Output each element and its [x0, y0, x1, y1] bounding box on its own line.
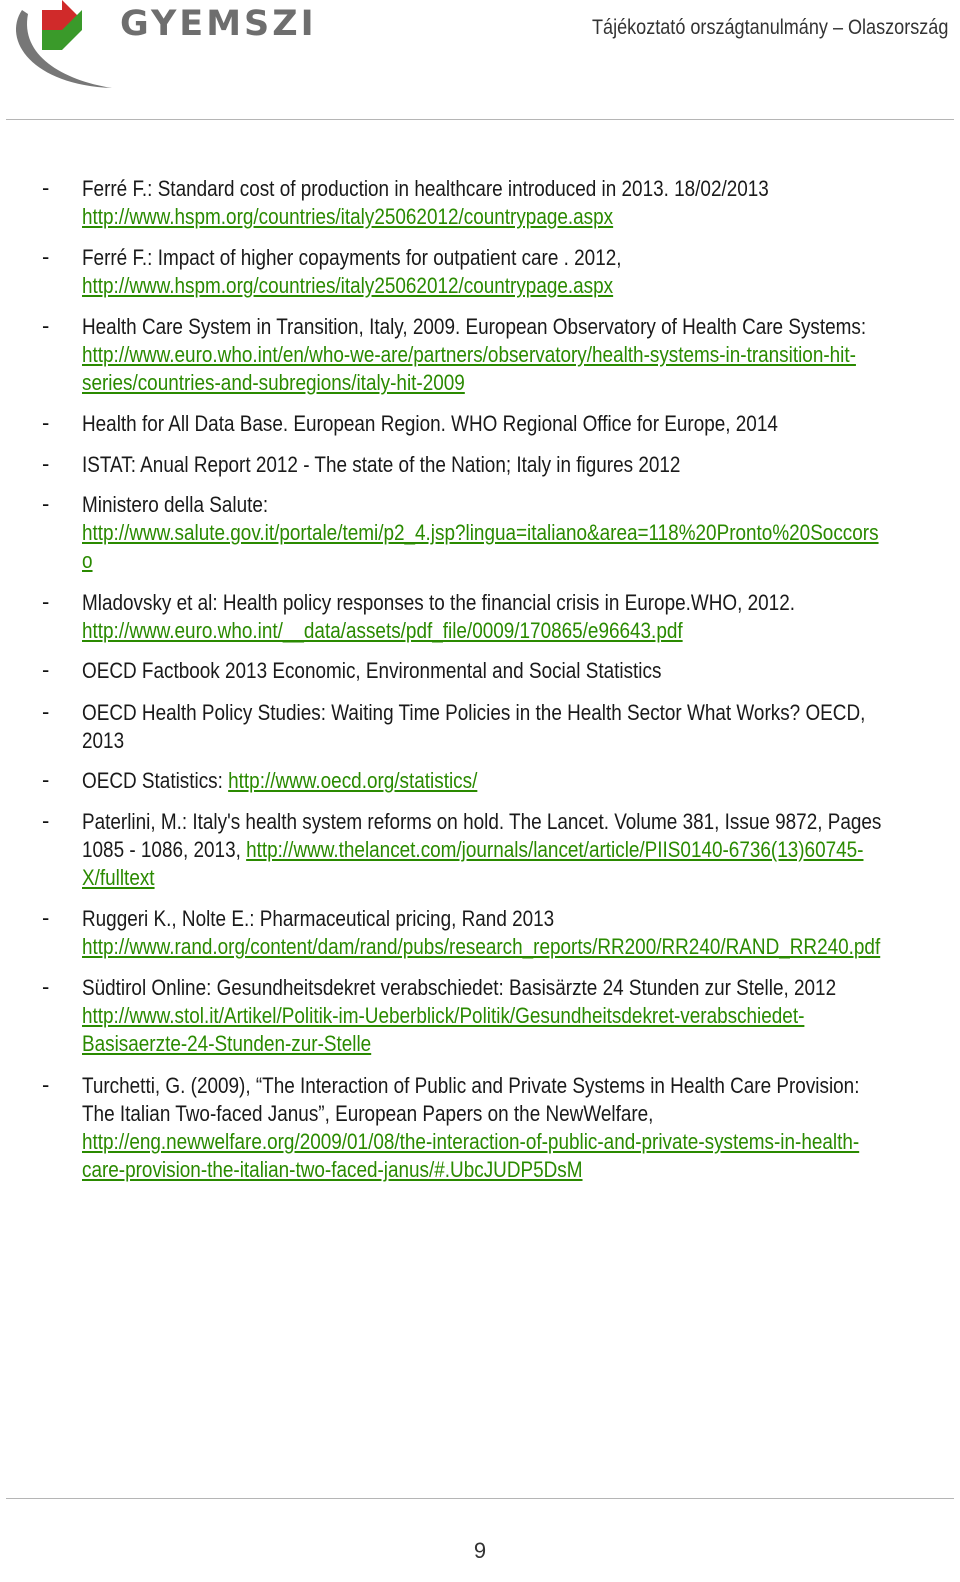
reference-line: [82, 836, 863, 864]
reference-link[interactable]: http://www.euro.who.int/__data/assets/pdf_file/0009/170865/e96643.pdf: [82, 618, 683, 643]
reference-link[interactable]: care-provision-the-italian-two-faced-janus/#.UbcJUDP5DsM: [82, 1157, 583, 1182]
reference-text: Ruggeri K., Nolte E.: Pharmaceutical pricing, Rand 2013: [82, 906, 555, 931]
reference-line: [82, 313, 866, 341]
reference-link[interactable]: http://www.oecd.org/statistics/: [228, 768, 478, 793]
reference-line: [82, 1030, 371, 1058]
reference-text: Ferré F.: Standard cost of production in healthcare introduced in 2013. 18/02/2013: [82, 176, 769, 201]
bullet-dash: -: [42, 175, 50, 200]
reference-text: Health Care System in Transition, Italy, 2009. European Observatory of Health Care Systems:: [82, 314, 867, 339]
reference-text: Paterlini, M.: Italy's health system reforms on hold. The Lancet. Volume 381, Issue 9872, Pages: [82, 809, 882, 834]
reference-line: [82, 175, 769, 203]
reference-line: [82, 244, 622, 272]
bullet-dash: -: [42, 905, 50, 930]
reference-line: [82, 519, 879, 547]
header-divider: [6, 119, 954, 120]
page-header: [0, 0, 960, 122]
reference-link[interactable]: X/fulltext: [82, 865, 155, 890]
reference-link[interactable]: http://www.hspm.org/countries/italy25062012/countrypage.aspx: [82, 204, 614, 229]
reference-line: [82, 341, 856, 369]
bullet-dash: -: [42, 589, 50, 614]
header-title: Tájékoztató országtanulmány – Olaszország: [591, 16, 948, 39]
reference-link[interactable]: http://eng.newwelfare.org/2009/01/08/the-interaction-of-public-and-private-systems-in-health-: [82, 1129, 860, 1154]
reference-text: OECD Health Policy Studies: Waiting Time Policies in the Health Sector What Works? OECD,: [82, 700, 866, 725]
logo-swoosh-icon: [2, 0, 132, 100]
reference-line: [82, 547, 93, 575]
logo-text: GYEMSZI: [120, 4, 317, 44]
reference-text: Ministero della Salute:: [82, 492, 269, 517]
reference-link[interactable]: http://www.stol.it/Artikel/Politik-im-Ueberblick/Politik/Gesundheitsdekret-verabschiedet-: [82, 1003, 805, 1028]
reference-text: Mladovsky et al: Health policy responses to the financial crisis in Europe.WHO, 2012.: [82, 590, 795, 615]
bullet-dash: -: [42, 244, 50, 269]
reference-link[interactable]: http://www.salute.gov.it/portale/temi/p2_4.jsp?lingua=italiano&area=118%20Pronto%20Soccors: [82, 520, 879, 545]
reference-link[interactable]: http://www.hspm.org/countries/italy25062012/countrypage.aspx: [82, 273, 614, 298]
bullet-dash: -: [42, 410, 50, 435]
reference-link[interactable]: o: [82, 548, 93, 573]
bullet-dash: -: [42, 313, 50, 338]
reference-line: [82, 1100, 653, 1128]
reference-line: [82, 272, 613, 300]
gyemszi-logo: [2, 0, 317, 100]
reference-line: [82, 974, 836, 1002]
reference-text: 2013: [82, 728, 125, 753]
reference-link[interactable]: series/countries-and-subregions/italy-hit-2009: [82, 370, 465, 395]
reference-text: Ferré F.: Impact of higher copayments for outpatient care . 2012,: [82, 245, 622, 270]
reference-line: [82, 617, 683, 645]
reference-text: Health for All Data Base. European Region. WHO Regional Office for Europe, 2014: [82, 411, 778, 436]
page-number: 9: [473, 1538, 487, 1563]
bullet-dash: -: [42, 491, 50, 516]
reference-line: [82, 767, 477, 795]
reference-text: Südtirol Online: Gesundheitsdekret verabschiedet: Basisärzte 24 Stunden zur Stelle, 2012: [82, 975, 837, 1000]
reference-line: [82, 1156, 583, 1184]
reference-line: [82, 905, 554, 933]
bullet-dash: -: [42, 767, 50, 792]
reference-line: [82, 657, 661, 685]
reference-line: [82, 410, 778, 438]
reference-line: [82, 864, 155, 892]
reference-line: [82, 491, 268, 519]
reference-line: [82, 203, 613, 231]
reference-line: [82, 369, 465, 397]
reference-line: [82, 727, 124, 755]
reference-link[interactable]: Basisaerzte-24-Stunden-zur-Stelle: [82, 1031, 372, 1056]
reference-text: ISTAT: Anual Report 2012 - The state of the Nation; Italy in figures 2012: [82, 452, 681, 477]
reference-text: OECD Statistics:: [82, 768, 229, 793]
reference-link[interactable]: http://www.rand.org/content/dam/rand/pubs/research_reports/RR200/RR240/RAND_RR240.pdf: [82, 934, 881, 959]
reference-text: 1085 - 1086, 2013,: [82, 837, 247, 862]
reference-line: [82, 1072, 859, 1100]
bullet-dash: -: [42, 1072, 50, 1097]
reference-line: [82, 933, 880, 961]
reference-line: [82, 1128, 859, 1156]
reference-line: [82, 451, 680, 479]
reference-link[interactable]: http://www.euro.who.int/en/who-we-are/partners/observatory/health-systems-in-transition-hit-: [82, 342, 856, 367]
reference-line: [82, 589, 795, 617]
reference-line: [82, 808, 881, 836]
bullet-dash: -: [42, 699, 50, 724]
reference-link[interactable]: http://www.thelancet.com/journals/lancet/article/PIIS0140-6736(13)60745-: [246, 837, 864, 862]
bullet-dash: -: [42, 451, 50, 476]
reference-text: The Italian Two-faced Janus”, European Papers on the NewWelfare,: [82, 1101, 654, 1126]
reference-line: [82, 699, 865, 727]
reference-text: OECD Factbook 2013 Economic, Environmental and Social Statistics: [82, 658, 662, 683]
reference-text: Turchetti, G. (2009), “The Interaction of Public and Private Systems in Health Care Provision:: [82, 1073, 860, 1098]
reference-line: [82, 1002, 804, 1030]
footer-divider: [6, 1498, 954, 1499]
bullet-dash: -: [42, 974, 50, 999]
bullet-dash: -: [42, 808, 50, 833]
bullet-dash: -: [42, 657, 50, 682]
